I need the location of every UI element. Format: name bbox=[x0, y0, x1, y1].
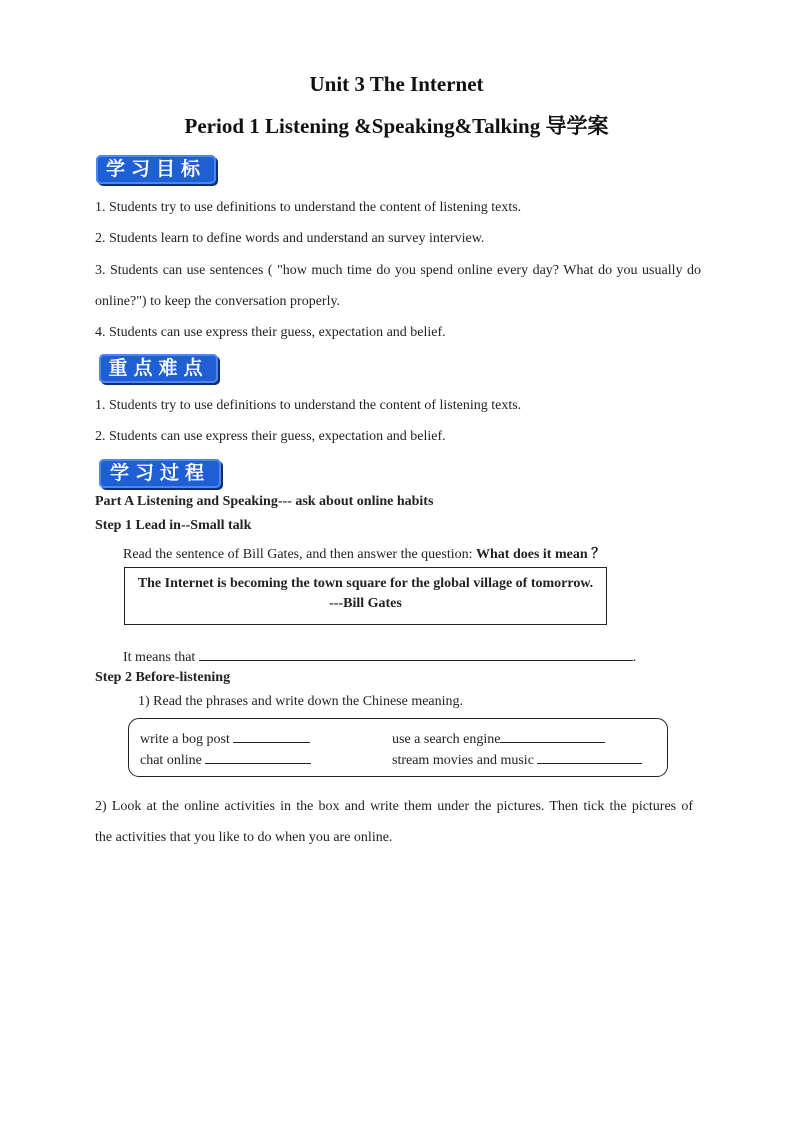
phrase-1 bbox=[140, 729, 310, 748]
quote-box bbox=[124, 567, 607, 625]
phrase-3-text: chat online bbox=[140, 753, 202, 768]
phrase-2-blank[interactable] bbox=[500, 729, 605, 743]
task-2-instruction-line-1: 2) Look at the online activities in the box and write them under the pictures. Then tick the pictures of bbox=[95, 799, 693, 814]
objectives-badge: 学习目标 bbox=[96, 155, 216, 184]
quote-author: ---Bill Gates bbox=[329, 596, 402, 611]
instruction-text: Read the sentence of Bill Gates, and then answer the question: bbox=[123, 547, 477, 562]
phrase-4 bbox=[392, 750, 642, 769]
key-point-item-2: 2. Students can use express their guess, expectation and belief. bbox=[95, 429, 446, 444]
step-1-instruction bbox=[123, 543, 605, 563]
it-means-period: . bbox=[632, 650, 637, 665]
step-2-heading: Step 2 Before-listening bbox=[95, 670, 231, 685]
document-subtitle: Period 1 Listening &Speaking&Talking 导学案 bbox=[184, 114, 609, 138]
key-point-item-1: 1. Students try to use definitions to understand the content of listening texts. bbox=[95, 398, 522, 413]
instruction-question: What does it mean ？ bbox=[476, 547, 606, 562]
document-title: Unit 3 The Internet bbox=[309, 72, 484, 96]
it-means-label: It means that bbox=[123, 650, 196, 665]
answer-blank[interactable] bbox=[199, 647, 633, 661]
objective-item-3-line-2: online?") to keep the conversation properly. bbox=[95, 294, 341, 309]
objective-item-3-line-1: 3. Students can use sentences ( "how much time do you spend online every day? What do you usually do bbox=[95, 263, 701, 278]
key-points-badge: 重点难点 bbox=[99, 354, 218, 383]
part-a-heading: Part A Listening and Speaking--- ask about online habits bbox=[95, 494, 434, 509]
phrase-2 bbox=[392, 729, 605, 748]
step-1-heading: Step 1 Lead in--Small talk bbox=[95, 518, 252, 533]
quote-text: The Internet is becoming the town square for the global village of tomorrow. bbox=[137, 576, 594, 591]
phrase-3 bbox=[140, 750, 311, 769]
phrase-3-blank[interactable] bbox=[205, 750, 311, 764]
process-badge: 学习过程 bbox=[99, 459, 221, 488]
it-means-line bbox=[123, 647, 636, 666]
phrase-2-text: use a search engine bbox=[392, 732, 501, 747]
objective-item-1: 1. Students try to use definitions to understand the content of listening texts. bbox=[95, 200, 522, 215]
phrase-1-text: write a bog post bbox=[140, 732, 230, 747]
phrase-4-text: stream movies and music bbox=[392, 753, 534, 768]
objective-item-4: 4. Students can use express their guess, expectation and belief. bbox=[95, 325, 446, 340]
task-2-instruction-line-2: the activities that you like to do when you are online. bbox=[95, 830, 393, 845]
task-1-instruction: 1) Read the phrases and write down the Chinese meaning. bbox=[138, 694, 464, 709]
phrase-1-blank[interactable] bbox=[233, 729, 310, 743]
objective-item-2: 2. Students learn to define words and understand an survey interview. bbox=[95, 231, 485, 246]
phrase-4-blank[interactable] bbox=[537, 750, 642, 764]
